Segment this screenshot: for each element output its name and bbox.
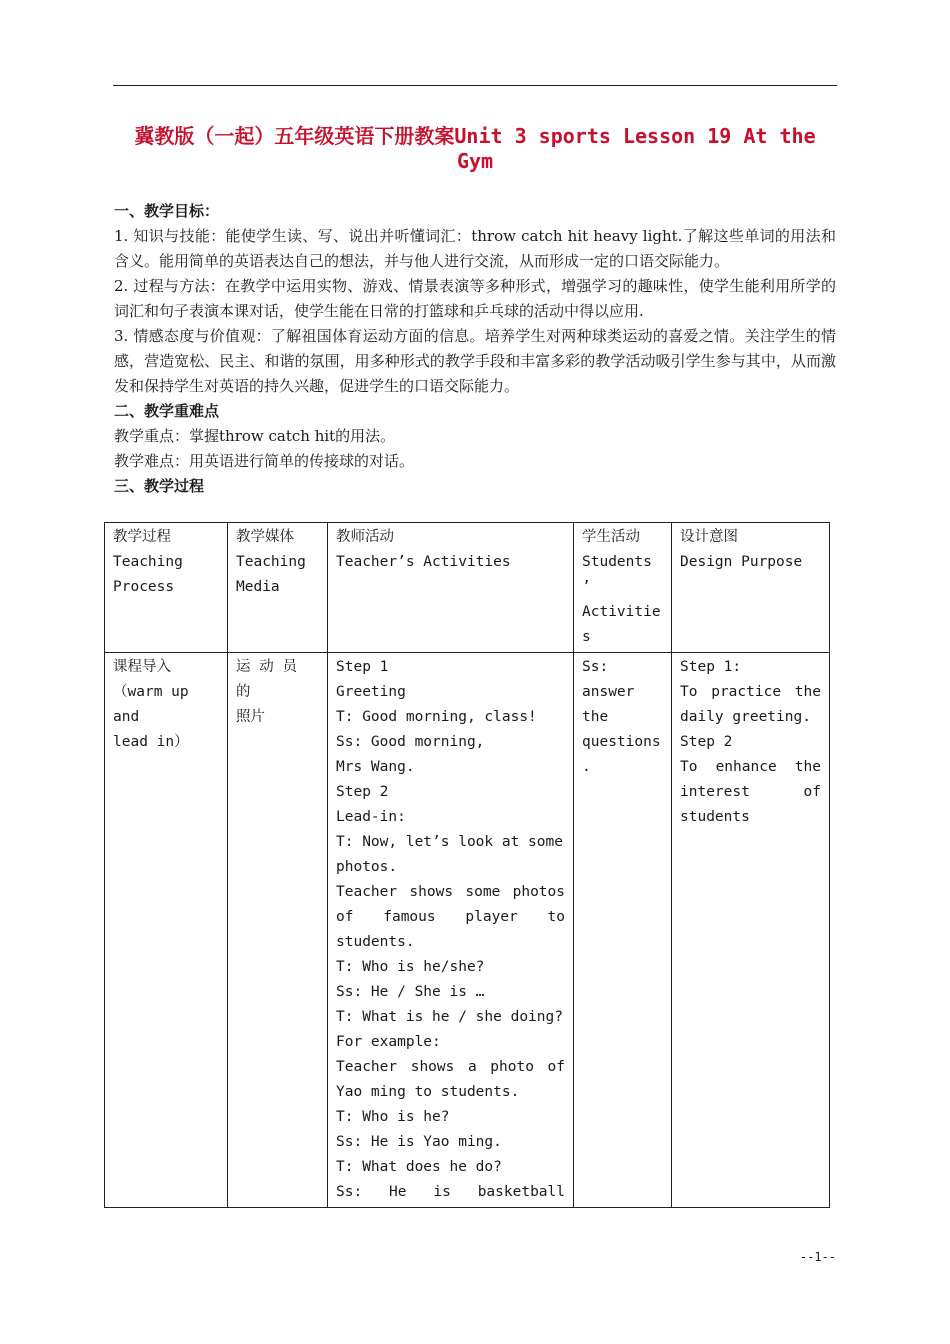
title-line2: Gym (456, 149, 494, 173)
header-media: 教学媒体 Teaching Media (228, 523, 328, 653)
cell-purpose: Step 1: To practice the daily greeting. Step 2 To enhance the interest of students (672, 653, 830, 1208)
section-heading-key: 二、教学重难点 (114, 402, 220, 420)
table-header-row (105, 523, 830, 653)
header-teacher: 教师活动 Teacher’s Activities (328, 523, 574, 653)
header-purpose: 设计意图 Design Purpose (672, 523, 830, 653)
title-chinese: 冀教版（一起）五年级英语下册教案 (134, 124, 455, 148)
cell-media: 运 动 员 的 照片 (228, 653, 328, 1208)
header-students: 学生活动 Students ’ Activitie s (574, 523, 672, 653)
cell-process: 课程导入 （warm up and lead in） (105, 653, 228, 1208)
goal-1: 1. 知识与技能：能使学生读、写、说出并听懂词汇：throw catch hit heavy light.了解这些单词的用法和含义。能用简单的英语表达自己的想法，并与他人进行交流，从而形成一定的口语交际能力。 (114, 227, 836, 270)
section-heading-goals: 一、教学目标： (114, 202, 220, 220)
cell-students: Ss: answer the questions . (574, 653, 672, 1208)
table-row (105, 653, 830, 1208)
page-number: --1-- (799, 1250, 836, 1264)
cell-teacher: Step 1 Greeting T: Good morning, class! Ss: Good morning, Mrs Wang. Step 2 Lead-in: T: Now, let’s look at some photos. Teacher shows some photos of famous player to students. T: Who is he/she? Ss: He / She is … T: What is he / she doing? For example: Teacher shows a photo of Yao ming to students. T: Who is he? Ss: He is Yao ming. T: What does he do? Ss: He is basketball (328, 653, 574, 1208)
document-title (110, 124, 840, 174)
difficult-point: 教学难点：用英语进行简单的传接球的对话。 (114, 452, 415, 470)
header-rule (113, 85, 837, 86)
section-heading-process: 三、教学过程 (114, 477, 205, 495)
key-point: 教学重点：掌握throw catch hit的用法。 (114, 427, 396, 445)
document-body (114, 199, 836, 499)
goal-3: 3. 情感态度与价值观：了解祖国体育运动方面的信息。培养学生对两种球类运动的喜爱之情。关注学生的情感，营造宽松、民主、和谐的氛围，用多种形式的教学手段和丰富多彩的教学活动吸引学生参与其中，从而激发和保持学生对英语的持久兴趣，促进学生的口语交际能力。 (114, 327, 836, 395)
title-english: Unit 3 sports Lesson 19 At the (454, 124, 816, 148)
teaching-process-table (104, 522, 830, 1208)
goal-2: 2. 过程与方法：在教学中运用实物、游戏、情景表演等多种形式，增强学习的趣味性，使学生能利用所学的词汇和句子表演本课对话，使学生能在日常的打篮球和乒乓球的活动中得以应用. (114, 277, 836, 320)
header-process: 教学过程 Teaching Process (105, 523, 228, 653)
